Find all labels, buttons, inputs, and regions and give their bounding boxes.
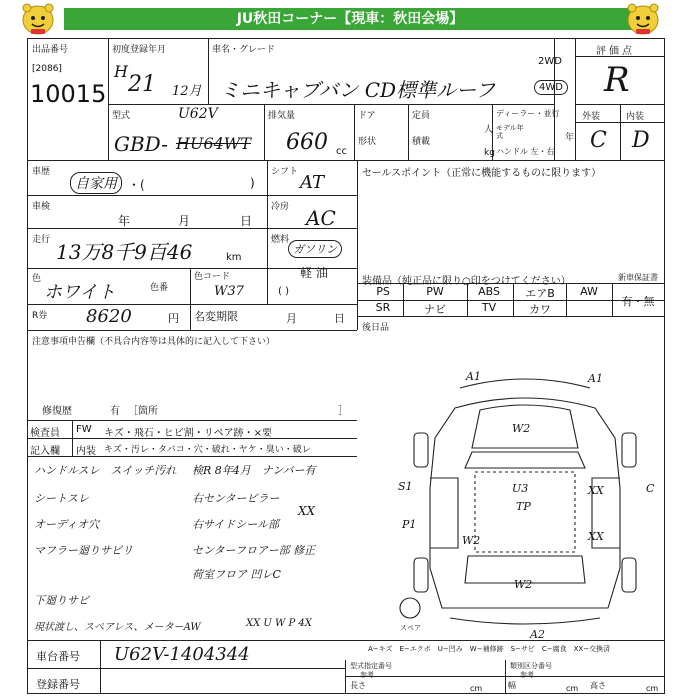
model-label: 型式: [112, 111, 131, 121]
equip-pw: PW: [426, 285, 444, 298]
diagram-xx-2: XX: [588, 530, 604, 543]
dealer-label: ディーラー・並行: [496, 109, 560, 118]
header-title: JU秋田コーナー【現車：秋田会場】: [64, 8, 636, 30]
width-label: 幅: [508, 681, 516, 690]
note-left-4: マフラー廻りサビリ: [34, 544, 133, 557]
fuel-value: ガソリン: [288, 240, 342, 258]
diagram-s1: S1: [398, 480, 413, 493]
door-label: ドア: [358, 111, 376, 121]
ref-label-1: 参考: [360, 671, 374, 679]
car-name-label: 車名・グレード: [212, 45, 276, 55]
usage-value: 自家用: [70, 172, 122, 194]
note-right-2: 右センターピラー: [192, 492, 280, 505]
mascot-right-icon: [625, 2, 661, 36]
inspector-fw: FW: [76, 424, 92, 435]
diagram-tp: TP: [516, 500, 531, 513]
displacement-unit: cc: [336, 146, 347, 157]
sales-point-label: セールスポイント（正常に機能するものに限ります）: [362, 168, 602, 179]
equip-abs: ABS: [478, 285, 500, 298]
legend: A−キズ E−エクボ U−凹み W−補修跡 S−サビ C−腐食 XX−交換済: [368, 645, 611, 653]
notice-label: 注意事項申告欄（不具合内容等は具体的に記入して下さい）: [32, 337, 276, 347]
car-name-value: ミニキャブバン CD標準ルーフ: [220, 78, 496, 102]
diagram-a1-right: A1: [588, 372, 603, 385]
model-value-main: GBD-: [114, 132, 168, 156]
reg-no-label: 登録番号: [36, 678, 80, 691]
note-right-3: 右サイドシール部: [192, 518, 280, 531]
diagram-spare-label: スペア: [400, 624, 421, 632]
inspection-year-unit: 年: [118, 214, 131, 228]
capacity-label: 定員: [412, 111, 431, 121]
width-unit: cm: [566, 684, 579, 693]
inspection-day-unit: 日: [240, 214, 253, 228]
color-code-label: 色コード: [194, 272, 231, 282]
diagram-w2-side: W2: [462, 534, 481, 547]
diagram-p1: P1: [402, 518, 417, 531]
color-value: ホワイト: [44, 282, 116, 303]
model-year-unit: 年: [565, 133, 575, 143]
inspector-int-label: 内装: [76, 446, 96, 457]
note-left-2: シートスレ: [34, 492, 89, 505]
recycle-value: 8620: [86, 306, 132, 327]
warranty-label: 新車保証書: [618, 273, 658, 282]
equip-leather: カワ: [529, 303, 551, 316]
capacity-unit: 人: [484, 125, 494, 135]
ref-label-2: 参考: [520, 671, 534, 679]
lot-number: 10015: [30, 80, 107, 108]
name-limit-label: 名変期限: [194, 310, 238, 323]
fuel-paren: ( ): [278, 286, 289, 297]
ac-value: AC: [306, 206, 336, 230]
grade-label: 評価点: [596, 46, 635, 57]
lot-label: 出品番号: [32, 45, 69, 55]
mileage-label: 走行: [32, 235, 51, 245]
grade-value: R: [604, 60, 630, 100]
diagram-bottom-note: XX U W P 4X: [246, 618, 312, 629]
diagram-w2-top: W2: [512, 422, 531, 435]
repair-close: ］: [338, 406, 348, 417]
model-year-label: モデル年式: [496, 124, 524, 140]
color-no-label: 色番: [150, 283, 169, 293]
equip-tv: TV: [481, 301, 497, 314]
usage-suffix: ・(: [128, 178, 145, 192]
note-left-5: 下廻りサビ: [34, 594, 89, 607]
diagram-u3: U3: [512, 482, 529, 495]
chassis-label: 車台番号: [36, 650, 80, 663]
warranty-options: 有・無: [621, 295, 655, 308]
inspector-label-1: 検査員: [30, 428, 60, 439]
mileage-value: 13万8千9百46: [56, 240, 193, 264]
diagram-c: C: [646, 482, 655, 495]
repair-label: 修復歴: [42, 406, 72, 417]
mascot-left-icon: [20, 2, 56, 36]
registration-month: 12月: [172, 84, 202, 99]
diagram-a1-left: A1: [466, 370, 481, 383]
length-label: 長さ: [350, 681, 366, 690]
model-value-struck: HU64WT: [176, 134, 251, 153]
diagram-a2: A2: [530, 628, 545, 638]
door-shape-label: 形状: [358, 137, 377, 147]
inspection-label: 車検: [32, 202, 51, 212]
usage-close: ): [250, 176, 255, 190]
equip-sr: SR: [375, 301, 391, 314]
registration-era: H: [114, 62, 128, 81]
registration-label: 初度登録年月: [112, 45, 167, 55]
int-value: D: [632, 128, 650, 153]
chassis-value: U62V-1404344: [114, 644, 250, 665]
inspector-fw-items: キズ・飛石・ヒビ割・リペア跡・×要: [104, 428, 272, 439]
note-left-1: ハンドルスレ スイッチ汚れ: [34, 464, 177, 477]
note-right-4: センターフロアー部 修正: [192, 544, 316, 557]
name-limit-month: 月: [286, 312, 297, 325]
color-label: 色: [32, 274, 42, 284]
drive-2wd: 2WD: [538, 56, 562, 67]
note-right-5: 荷室フロア 凹レC: [192, 568, 281, 581]
drive-4wd: 4WD: [534, 80, 568, 95]
equip-navi: ナビ: [424, 303, 446, 316]
diagram-w2-rear: W2: [514, 578, 533, 591]
car-diagram: [380, 368, 670, 638]
inspection-month-unit: 月: [178, 214, 191, 228]
note-right-mark: XX: [298, 504, 316, 518]
type-no-label: 型式指定番号: [350, 662, 392, 670]
ac-label: 冷房: [271, 202, 290, 212]
usage-label: 車歴: [32, 167, 51, 177]
inspector-int-items: キズ・汚レ・タバコ・穴・破れ・ヤケ・臭い・破レ: [104, 445, 311, 455]
int-label: 内装: [626, 112, 645, 122]
rear-seat-label: 後日品: [362, 323, 390, 333]
diagram-xx-1: XX: [588, 484, 604, 497]
repair-place: ［箇所: [128, 406, 158, 417]
equipment-label: 装備品（純正品に限り○印をつけてください）: [362, 276, 571, 287]
note-left-6: 現状渡し、スペアレス、メーターAW: [34, 622, 201, 633]
fuel-label: 燃料: [271, 235, 290, 245]
header: [0, 0, 700, 38]
equip-airbag: エアB: [525, 287, 555, 300]
model-value-top: U62V: [178, 106, 218, 122]
handle-label: ハンドル 左・右: [496, 147, 555, 156]
load-unit: kg: [484, 148, 495, 158]
shift-value: AT: [300, 172, 325, 193]
length-unit: cm: [470, 684, 483, 693]
recycle-label: R券: [32, 311, 48, 321]
ext-label: 外装: [582, 112, 601, 122]
color-code: W37: [214, 284, 244, 299]
fuel-alt: 軽 油: [300, 266, 328, 280]
displacement-label: 排気量: [268, 111, 296, 121]
inspector-label-2: 記入欄: [30, 446, 60, 457]
equip-aw: AW: [580, 285, 598, 298]
class-no-label: 類別区分番号: [510, 662, 552, 670]
height-label: 高さ: [590, 681, 606, 690]
repair-value: 有: [110, 406, 120, 417]
height-unit: cm: [646, 684, 659, 693]
ext-value: C: [590, 128, 607, 153]
load-label: 積載: [412, 137, 431, 147]
shift-label: シフト: [271, 167, 299, 177]
displacement-value: 660: [286, 130, 328, 155]
equip-ps: PS: [376, 285, 390, 298]
registration-year: 21: [128, 72, 156, 97]
recycle-unit: 円: [168, 312, 179, 325]
note-right-1: 検R 8年4月 ナンバー有: [192, 464, 316, 477]
mileage-unit: km: [226, 252, 242, 263]
name-limit-day: 日: [334, 312, 345, 325]
note-left-3: オーディオ穴: [34, 518, 100, 531]
lot-sub-number: [2086]: [32, 64, 62, 74]
